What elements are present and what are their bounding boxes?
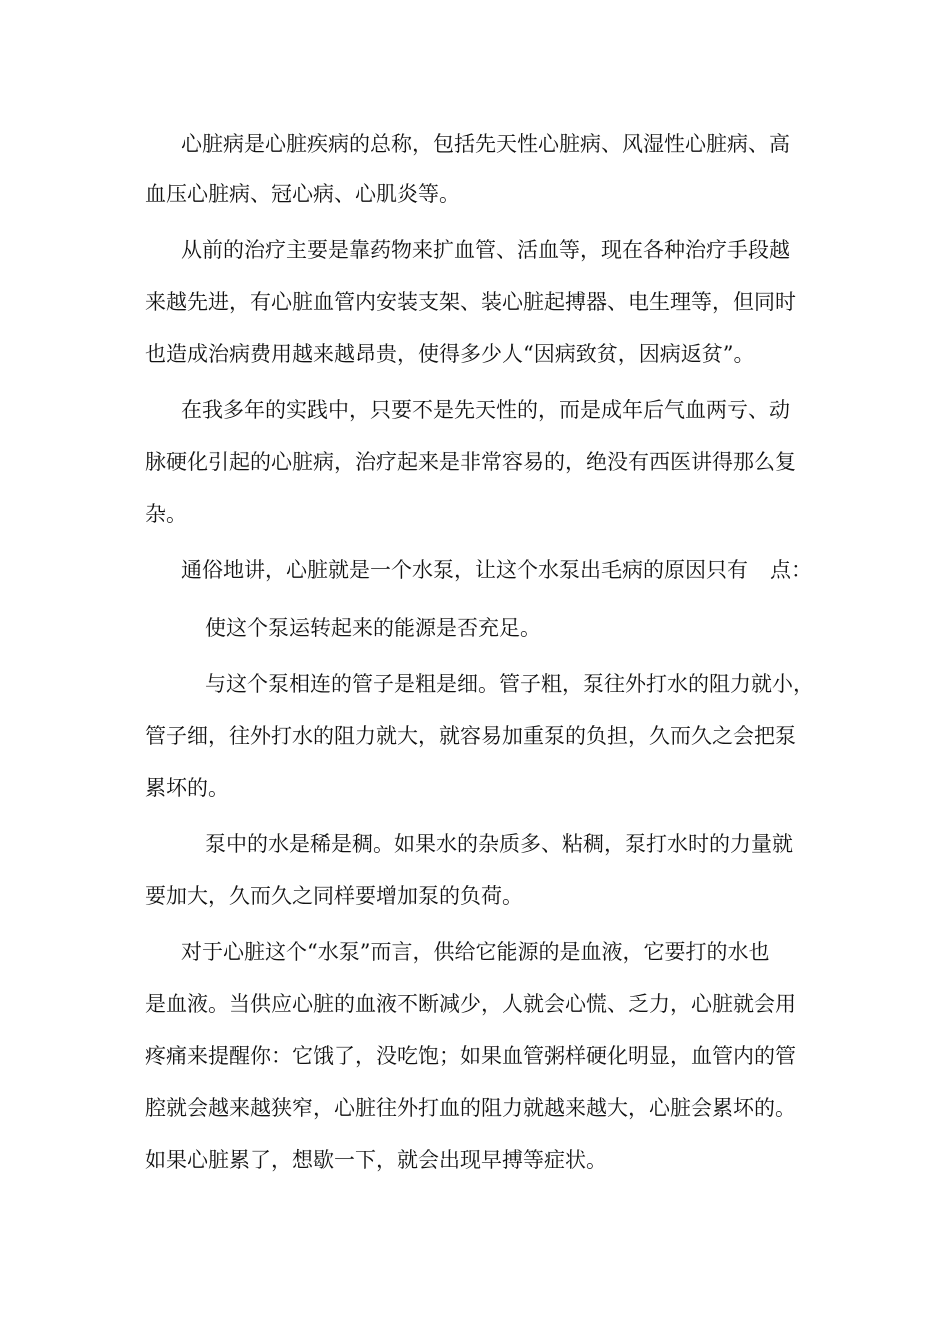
paragraph-8-line-4: 腔就会越来越狭窄，心脏往外打血的阻力就越来越大，心脏会累坏的。 (145, 1096, 796, 1120)
paragraph-2-line-2: 来越先进，有心脏血管内安装支架、装心脏起搏器、电生理等，但同时 (145, 290, 796, 314)
paragraph-7-line-1: 泵中的水是稀是稠。如果水的杂质多、粘稠，泵打水时的力量就 (205, 832, 793, 856)
paragraph-8-line-3: 疼痛来提醒你：它饿了，没吃饱；如果血管粥样硬化明显，血管内的管 (145, 1044, 796, 1068)
paragraph-7-line-2: 要加大，久而久之同样要增加泵的负荷。 (145, 884, 523, 908)
paragraph-6-line-1: 与这个泵相连的管子是粗是细。管子粗，泵往外打水的阻力就小， (205, 672, 814, 696)
paragraph-8-line-1: 对于心脏这个“水泵”而言，供给它能源的是血液，它要打的水也 (181, 940, 770, 964)
paragraph-1-line-1: 心脏病是心脏疾病的总称，包括先天性心脏病、风湿性心脏病、高 (181, 132, 790, 156)
paragraph-5-line-1: 使这个泵运转起来的能源是否充足。 (205, 616, 541, 640)
paragraph-8-line-5: 如果心脏累了，想歇一下，就会出现早搏等症状。 (145, 1148, 607, 1172)
paragraph-8-line-2: 是血液。当供应心脏的血液不断减少，人就会心慌、乏力，心脏就会用 (145, 992, 796, 1016)
paragraph-2-line-1: 从前的治疗主要是靠药物来扩血管、活血等，现在各种治疗手段越 (181, 238, 790, 262)
paragraph-1-line-2: 血压心脏病、冠心病、心肌炎等。 (145, 182, 460, 206)
paragraph-3-line-3: 杂。 (145, 502, 187, 526)
paragraph-6-line-2: 管子细，往外打水的阻力就大，就容易加重泵的负担，久而久之会把泵 (145, 724, 796, 748)
paragraph-3-line-2: 脉硬化引起的心脏病，治疗起来是非常容易的，绝没有西医讲得那么复 (145, 450, 796, 474)
paragraph-4-line-1 (181, 556, 815, 584)
paragraph-4-text: 通俗地讲，心脏就是一个水泵，让这个水泵出毛病的原因只有 (181, 558, 748, 582)
paragraph-3-line-1: 在我多年的实践中，只要不是先天性的，而是成年后气血两亏、动 (181, 398, 790, 422)
paragraph-2-line-3: 也造成治病费用越来越昂贵，使得多少人“因病致贫，因病返贫”。 (145, 342, 755, 366)
paragraph-6-line-3: 累坏的。 (145, 776, 229, 800)
paragraph-4-tail: 点： (770, 558, 812, 582)
